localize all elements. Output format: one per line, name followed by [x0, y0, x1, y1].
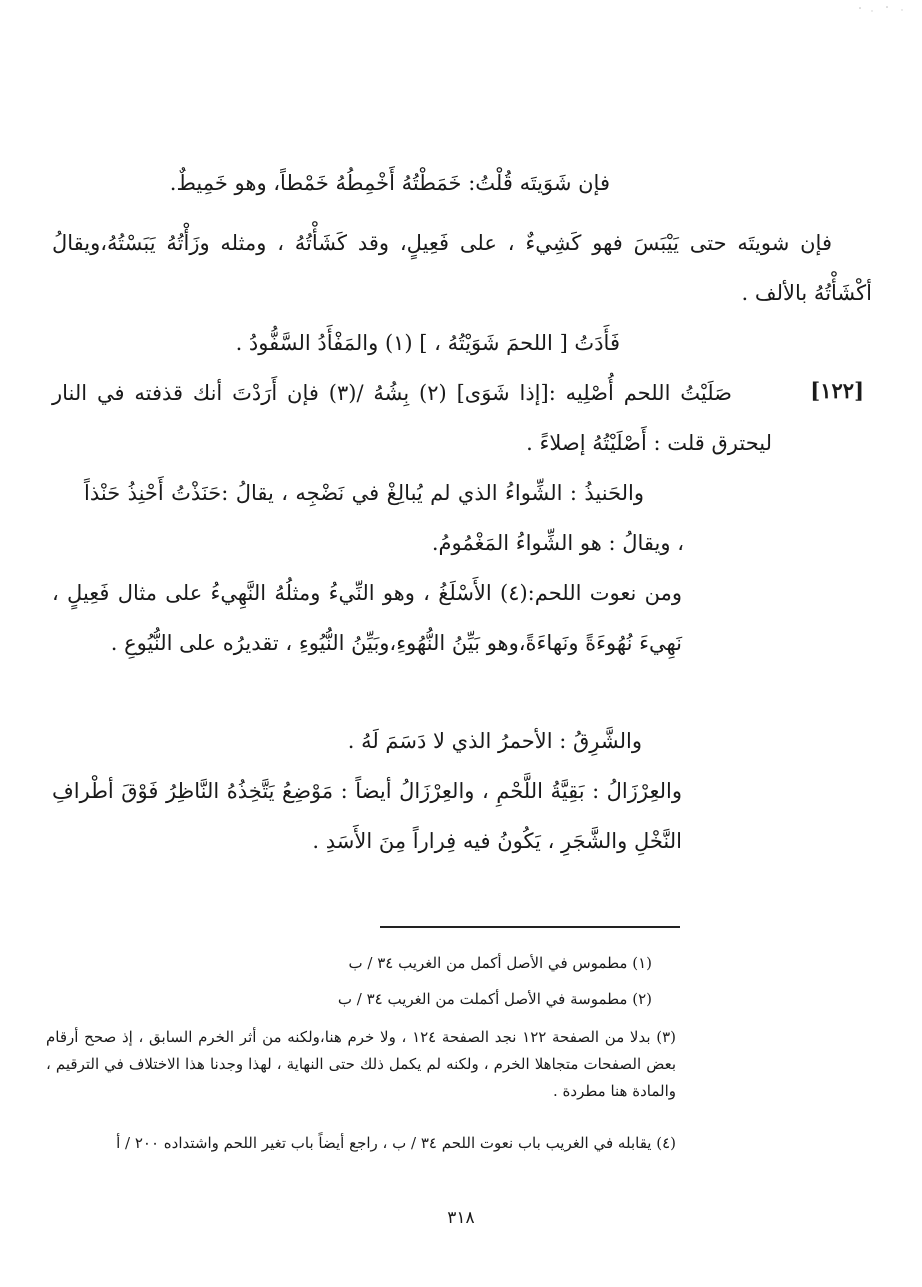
paragraph-kashi: فإن شويتَه حتى يَيْبَسَ فهو كَشِيءٌ ، على فَعِيلٍ، وقد كَشَأْتُهُ ، ومثله وزَأْتُهُ يَبَسْتُهُ،ويقالُ أكْشَأْتُهُ بالألف .: [52, 231, 872, 305]
footnote-3: (٣) بدلا من الصفحة ١٢٢ نجد الصفحة ١٢٤ ، ولا خرم هنا،ولكنه من أثر الخرم السابق ، إذ صحح أرقام بعض الصفحات متجاهلا الخرم ، ولكنه لم يكمل ذلك حتى النهاية ، لهذا وجدنا هذا الاختلاف في الترقيم ، والمادة هنا مطردة .: [46, 1028, 677, 1100]
footnote-4: (٤) يقابله في الغريب باب نعوت اللحم ٣٤ / ب ، راجع أيضاً باب تغير اللحم واشتداده ٢٠٠ / أ: [116, 1134, 676, 1152]
footnote-separator: [380, 926, 680, 928]
scan-speckle: [852, 4, 912, 16]
paragraph-hanidh: والحَنيذُ : الشِّواءُ الذي لم يُبالِغْ في نَضْجِه ، يقالُ :حَنَذْتُ أَحْنِذُ حَنْذاً ، ويقالُ : هو الشِّواءُ المَغْمُومُ.: [84, 481, 684, 555]
footnote-2: (٢) مطموسة في الأصل أكملت من الغريب ٣٤ / ب: [337, 990, 652, 1008]
paragraph-shariq: والشَّرِقُ : الأحمرُ الذي لا دَسَمَ لَهُ .: [347, 729, 642, 753]
paragraph-faad: فَأَدَتُ [ اللحمَ شَوَيْتُهُ ، ] (١) والمَفْأَدُ السَّفُّودُ .: [235, 331, 620, 355]
paragraph-nuut-allahm: ومن نعوت اللحم:(٤) الأَسْلَغُ ، وهو النِّيءُ ومثلُهُ النَّهِيءُ على مثال فَعِيلٍ ، نَهِيءَ نُهُوءَةً ونَهاءَةً،وهو بَيِّنُ النُّهُوءِ،وبَيِّنُ النُّيُوءِ ، تقديرُه على النُّيُوعِ .: [52, 581, 682, 655]
section-marker: [١٢٢]: [810, 378, 864, 403]
footnote-1: (١) مطموس في الأصل أكمل من الغريب ٣٤ / ب: [348, 954, 652, 972]
page-number: ٣١٨: [447, 1208, 475, 1228]
paragraph-salayt: صَلَيْتُ اللحم أُصْلِيه :[إذا شَوَى] (٢) بِشُهُ /(٣) فإن أَرَدْتَ أنك قذفته في النار ليحترق قلت : أَصْلَيْتُهُ إصلاءً .: [52, 381, 772, 455]
paragraph-khamt: فإن شَوَيتَه قُلْتُ: خَمَطْتُهُ أَخْمِطُهُ خَمْطاً، وهو خَمِيطٌ.: [169, 171, 610, 195]
paragraph-irzal: والعِرْزَالُ : بَقِيَّةُ اللَّحْمِ ، والعِرْزَالُ أيضاً : مَوْضِعُ يَتَّخِذُهُ النَّاظِرُ فَوْقَ أطْرافِ النَّخْلِ والشَّجَرِ ، يَكُونُ فيه فِراراً مِنَ الأَسَدِ .: [52, 779, 682, 853]
